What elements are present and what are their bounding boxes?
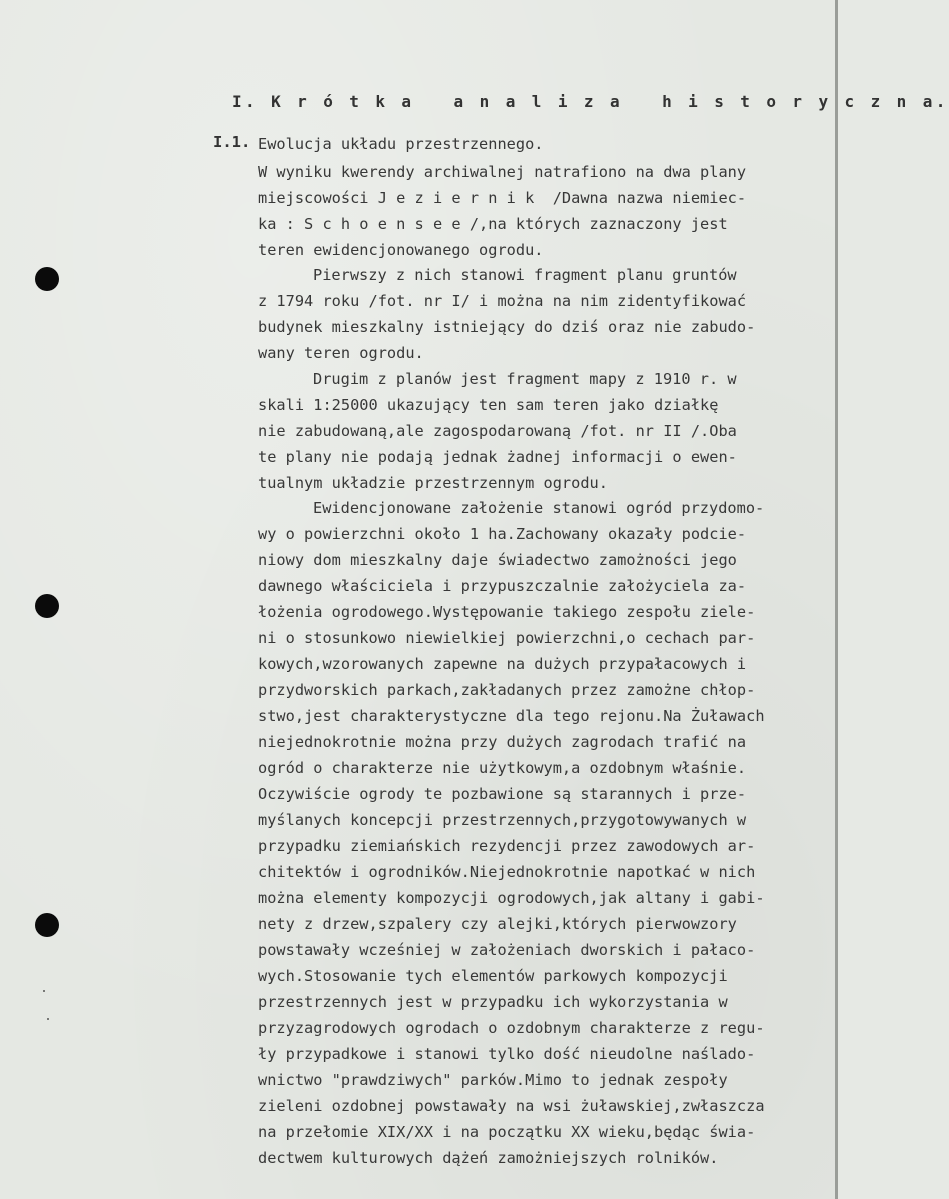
text-line: nety z drzew,szpalery czy alejki,których pierwowzory bbox=[258, 915, 737, 933]
punch-hole-middle bbox=[35, 594, 59, 618]
page-edge bbox=[835, 0, 838, 1199]
text-line: W wyniku kwerendy archiwalnej natrafiono na dwa plany bbox=[258, 163, 747, 181]
text-line: Ewidencjonowane założenie stanowi ogród przydomo- bbox=[313, 499, 765, 517]
section-number: I.1. bbox=[213, 133, 251, 151]
text-line: dawnego właściciela i przypuszczalnie założyciela za- bbox=[258, 577, 747, 595]
text-line: zieleni ozdobnej powstawały na wsi żuławskiej,zwłaszcza bbox=[258, 1097, 765, 1115]
text-line: ogród o charakterze nie użytkowym,a ozdobnym właśnie. bbox=[258, 759, 747, 777]
section-title: Ewolucja układu przestrzennego. bbox=[258, 135, 544, 153]
text-line: ni o stosunkowo niewielkiej powierzchni,o cechach par- bbox=[258, 629, 756, 647]
paper-speck bbox=[47, 1018, 49, 1020]
text-line: nie zabudowaną,ale zagospodarowaną /fot. nr II /.Oba bbox=[258, 422, 737, 440]
text-line: przydworskich parkach,zakładanych przez zamożne chłop- bbox=[258, 681, 756, 699]
text-line: Oczywiście ogrody te pozbawione są starannych i prze- bbox=[258, 785, 747, 803]
text-line: Pierwszy z nich stanowi fragment planu gruntów bbox=[313, 266, 737, 284]
text-line: budynek mieszkalny istniejący do dziś oraz nie zabudo- bbox=[258, 318, 756, 336]
text-line: na przełomie XIX/XX i na początku XX wieku,będąc świa- bbox=[258, 1123, 756, 1141]
text-line: wnictwo "prawdziwych" parków.Mimo to jednak zespoły bbox=[258, 1071, 728, 1089]
paper-speck bbox=[43, 990, 45, 992]
text-line: wy o powierzchni około 1 ha.Zachowany okazały podcie- bbox=[258, 525, 747, 543]
text-line: Drugim z planów jest fragment mapy z 1910 r. w bbox=[313, 370, 737, 388]
text-line: można elementy kompozycji ogrodowych,jak altany i gabi- bbox=[258, 889, 765, 907]
text-line: skali 1:25000 ukazujący ten sam teren jako działkę bbox=[258, 396, 719, 414]
text-line: stwo,jest charakterystyczne dla tego rejonu.Na Żuławach bbox=[258, 707, 765, 725]
text-line: wych.Stosowanie tych elementów parkowych kompozycji bbox=[258, 967, 728, 985]
punch-hole-bottom bbox=[35, 913, 59, 937]
text-line: ły przypadkowe i stanowi tylko dość nieudolne naślado- bbox=[258, 1045, 756, 1063]
text-line: kowych,wzorowanych zapewne na dużych przypałacowych i bbox=[258, 655, 747, 673]
text-line: wany teren ogrodu. bbox=[258, 344, 424, 362]
text-line: przypadku ziemiańskich rezydencji przez zawodowych ar- bbox=[258, 837, 756, 855]
text-line: teren ewidencjonowanego ogrodu. bbox=[258, 241, 544, 259]
text-line: ka : S c h o e n s e e /,na których zaznaczony jest bbox=[258, 215, 728, 233]
text-line: łożenia ogrodowego.Występowanie takiego zespołu ziele- bbox=[258, 603, 756, 621]
text-line: te plany nie podają jednak żadnej informacji o ewen- bbox=[258, 448, 737, 466]
text-line: przestrzennych jest w przypadku ich wykorzystania w bbox=[258, 993, 728, 1011]
text-line: niejednokrotnie można przy dużych zagrodach trafić na bbox=[258, 733, 747, 751]
text-line: chitektów i ogrodników.Niejednokrotnie napotkać w nich bbox=[258, 863, 756, 881]
punch-hole-top bbox=[35, 267, 59, 291]
document-heading: I. K r ó t k a a n a l i z a h i s t o r y c z n a. bbox=[232, 92, 949, 111]
text-line: dectwem kulturowych dążeń zamożniejszych rolników. bbox=[258, 1149, 719, 1167]
text-line: z 1794 roku /fot. nr I/ i można na nim zidentyfikować bbox=[258, 292, 747, 310]
text-line: niowy dom mieszkalny daje świadectwo zamożności jego bbox=[258, 551, 737, 569]
text-line: myślanych koncepcji przestrzennych,przygotowywanych w bbox=[258, 811, 747, 829]
text-line: powstawały wcześniej w założeniach dworskich i pałaco- bbox=[258, 941, 756, 959]
text-line: tualnym układzie przestrzennym ogrodu. bbox=[258, 474, 608, 492]
text-line: miejscowości J e z i e r n i k /Dawna nazwa niemiec- bbox=[258, 189, 747, 207]
text-line: przyzagrodowych ogrodach o ozdobnym charakterze z regu- bbox=[258, 1019, 765, 1037]
